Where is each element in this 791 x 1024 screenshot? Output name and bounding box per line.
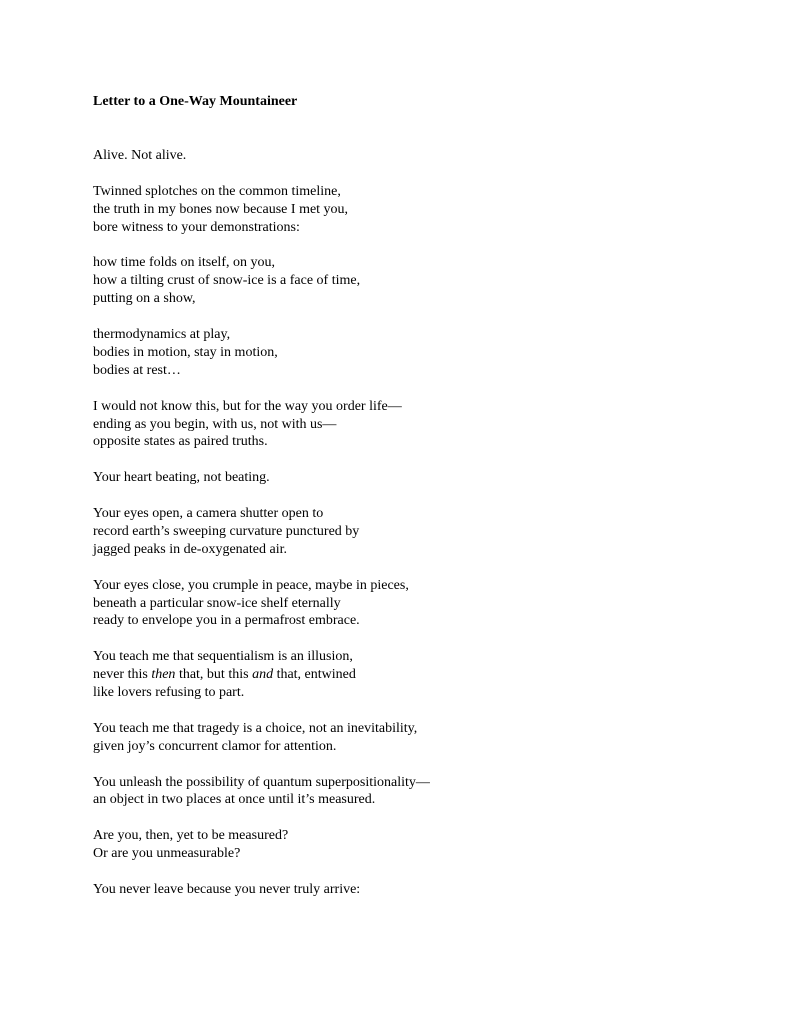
poem-line: opposite states as paired truths. bbox=[93, 434, 268, 450]
poem-stanza bbox=[93, 505, 430, 559]
poem-line: You unleash the possibility of quantum superpositionality— bbox=[93, 774, 430, 790]
line-segment: that, entwined bbox=[273, 667, 356, 683]
poem-line: bodies in motion, stay in motion, bbox=[93, 344, 278, 360]
poem-stanza bbox=[93, 398, 430, 452]
poem-line: Your eyes open, a camera shutter open to bbox=[93, 506, 324, 522]
poem-line: putting on a show, bbox=[93, 291, 196, 307]
poem-stanza bbox=[93, 774, 430, 810]
poem-stanza bbox=[93, 827, 430, 863]
poem-line: record earth’s sweeping curvature punctured by bbox=[93, 523, 360, 539]
poem-stanza bbox=[93, 254, 430, 308]
poem-line: Or are you unmeasurable? bbox=[93, 846, 241, 862]
poem-line: jagged peaks in de-oxygenated air. bbox=[93, 541, 287, 557]
poem-line: You never leave because you never truly arrive: bbox=[93, 881, 361, 897]
poem-line: Your eyes close, you crumple in peace, maybe in pieces, bbox=[93, 577, 409, 593]
poem-stanza bbox=[93, 183, 430, 237]
poem-stanza bbox=[93, 881, 430, 899]
poem-stanza bbox=[93, 577, 430, 631]
italic-word: and bbox=[252, 667, 274, 683]
poem-line: You teach me that tragedy is a choice, not an inevitability, bbox=[93, 720, 418, 736]
poem-line: given joy’s concurrent clamor for attention. bbox=[93, 738, 337, 754]
poem-line: Are you, then, yet to be measured? bbox=[93, 828, 289, 844]
poem-line: ready to envelope you in a permafrost embrace. bbox=[93, 613, 360, 629]
poem-line bbox=[93, 666, 430, 684]
poem-stanza bbox=[93, 648, 430, 702]
italic-word: then bbox=[151, 667, 176, 683]
poem-line: like lovers refusing to part. bbox=[93, 685, 245, 701]
poem-line: bore witness to your demonstrations: bbox=[93, 219, 300, 235]
poem-stanza bbox=[93, 469, 430, 487]
line-segment: never this bbox=[93, 667, 152, 683]
poem-title: Letter to a One-Way Mountaineer bbox=[93, 94, 298, 109]
line-segment: that, but this bbox=[175, 667, 253, 683]
poem-line: Your heart beating, not beating. bbox=[93, 470, 270, 486]
poem-line: beneath a particular snow-ice shelf eternally bbox=[93, 595, 341, 611]
poem-line: thermodynamics at play, bbox=[93, 327, 231, 343]
poem-line: an object in two places at once until it’s measured. bbox=[93, 792, 376, 808]
poem-line: the truth in my bones now because I met you, bbox=[93, 201, 349, 217]
poem-line: Alive. Not alive. bbox=[93, 148, 187, 163]
poem-line: I would not know this, but for the way you order life— bbox=[93, 398, 402, 414]
poem-line: how a tilting crust of snow-ice is a face of time, bbox=[93, 273, 361, 289]
poem-line: Twinned splotches on the common timeline, bbox=[93, 183, 341, 199]
poem-line: bodies at rest… bbox=[93, 362, 181, 378]
poem-stanza bbox=[93, 147, 430, 165]
poem-body bbox=[93, 147, 430, 917]
poem-stanza bbox=[93, 720, 430, 756]
poem-line: You teach me that sequentialism is an illusion, bbox=[93, 649, 353, 665]
poem-line: how time folds on itself, on you, bbox=[93, 255, 275, 271]
poem-line: ending as you begin, with us, not with us— bbox=[93, 416, 337, 432]
poem-stanza bbox=[93, 326, 430, 380]
